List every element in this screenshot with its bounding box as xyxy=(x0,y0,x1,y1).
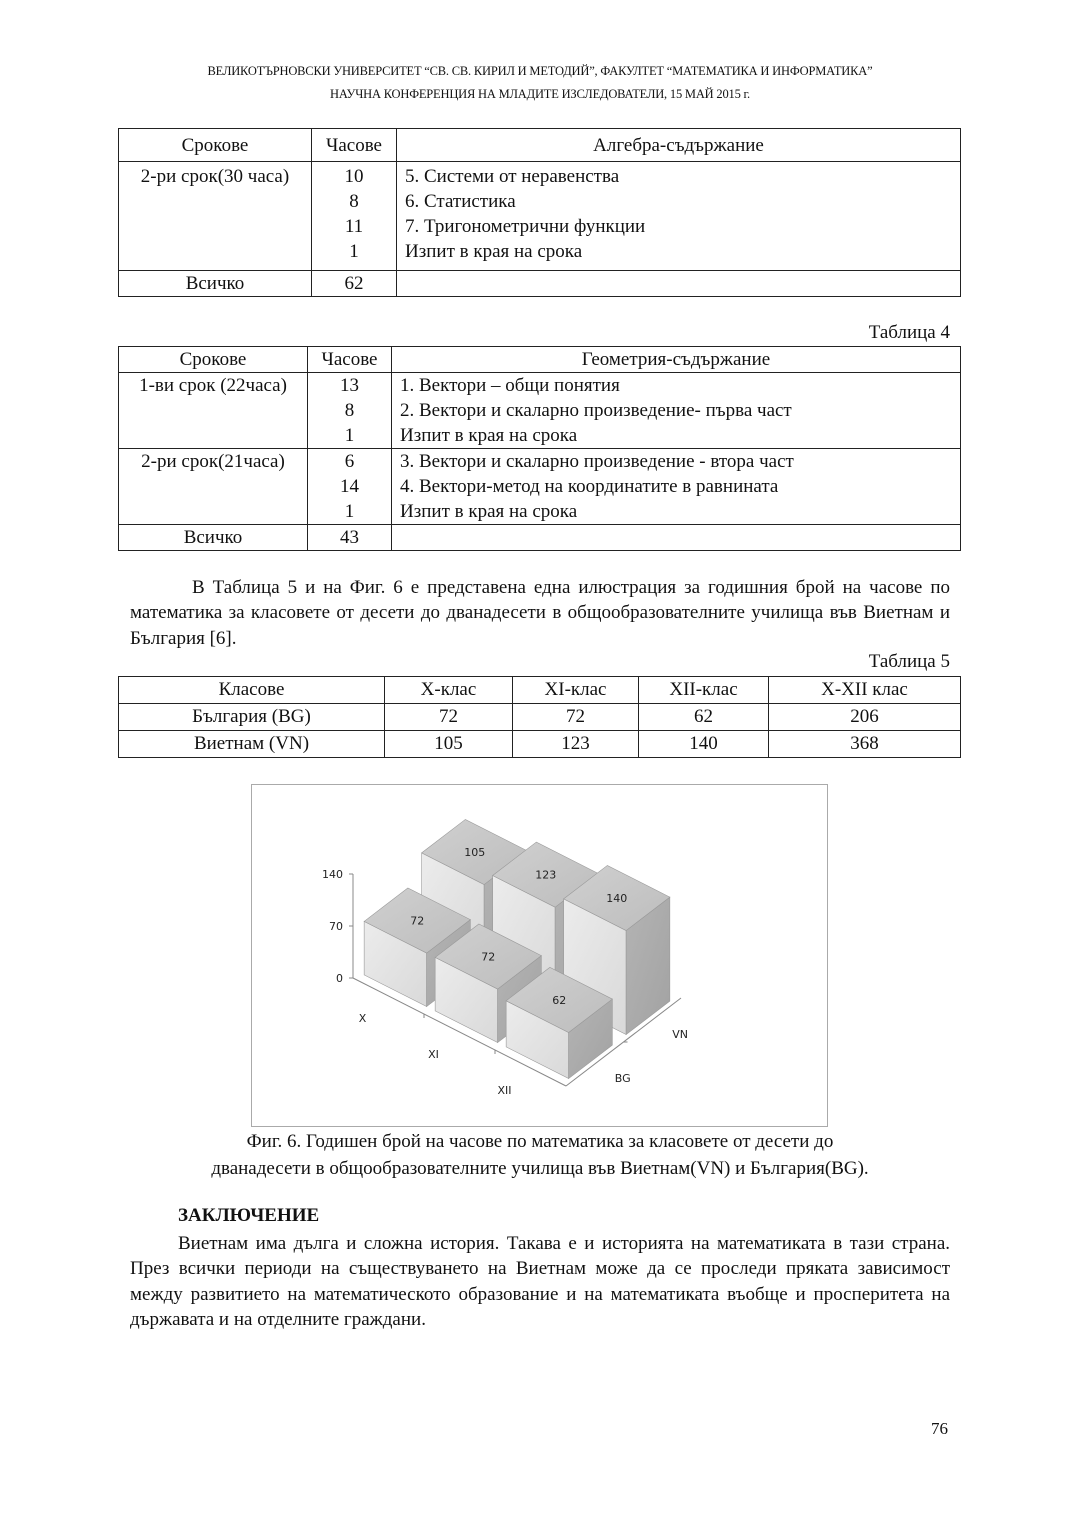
total-label: Всичко xyxy=(119,525,308,551)
running-header-line1: ВЕЛИКОТЪРНОВСКИ УНИВЕРСИТЕТ “СВ. СВ. КИРИЛ И МЕТОДИЙ”, ФАКУЛТЕТ “МАТЕМАТИКА И ИНФОРМАТИКА” xyxy=(207,64,873,78)
hours-value: 1 xyxy=(344,501,355,522)
page-number: 76 xyxy=(931,1419,948,1438)
topic: 7. Тригонометрични функции xyxy=(405,216,646,237)
hours-value: 1 xyxy=(349,241,359,262)
topic: 2. Вектори и скаларно произведение- първа част xyxy=(400,400,792,421)
topic: 4. Вектори-метод на координатите в равнината xyxy=(400,476,779,497)
category-label: XII xyxy=(497,1084,512,1097)
cell: 62 xyxy=(639,704,769,731)
empty-cell xyxy=(397,271,961,297)
total-value: 43 xyxy=(308,525,392,551)
geometry-table xyxy=(118,346,961,551)
col-header-hours: Часове xyxy=(308,347,392,373)
y-tick-label: 0 xyxy=(336,972,343,985)
content-cell xyxy=(392,373,961,449)
cell: 206 xyxy=(769,704,961,731)
cell: 140 xyxy=(639,731,769,758)
category-label: X xyxy=(358,1012,367,1025)
col-header-content: Геометрия-съдържание xyxy=(392,347,961,373)
cell: 72 xyxy=(385,704,513,731)
hours-cell xyxy=(308,373,392,449)
hours-value: 1 xyxy=(344,425,355,446)
running-header-line2: НАУЧНА КОНФЕРЕНЦИЯ НА МЛАДИТЕ ИЗСЛЕДОВАТЕЛИ, 15 МАЙ 2015 г. xyxy=(330,87,750,101)
hours-value: 14 xyxy=(340,476,359,497)
col-header-terms: Срокове xyxy=(119,347,308,373)
content-cell xyxy=(392,449,961,525)
col-header-content: Алгебра-съдържание xyxy=(397,129,961,162)
hours-value: 11 xyxy=(344,216,364,237)
data-label: 62 xyxy=(552,993,567,1007)
col-header-hours: Часове xyxy=(312,129,397,162)
topic: Изпит в края на срока xyxy=(405,241,583,262)
conclusion-text: Виетнам има дълга и сложна история. Такава е и историята на математиката в тази страна. През всички периоди на съществуването на Виетнам може да се проследи пряката зависимост между развитието на математическото образование и на математиката въобще и просперитета на държавата и на отделните граждани. xyxy=(130,1233,950,1330)
y-tick-label: 70 xyxy=(329,920,343,933)
term-cell: 2-ри срок(21часа) xyxy=(119,449,308,525)
cell: Виетнам (VN) xyxy=(119,731,385,758)
data-label: 123 xyxy=(535,868,557,882)
col-header-total: X-XII клас xyxy=(769,677,961,704)
hours-value: 8 xyxy=(349,191,359,212)
content-cell xyxy=(397,162,961,271)
hours-value: 8 xyxy=(344,400,355,421)
series-label: BG xyxy=(614,1072,631,1085)
cell: 105 xyxy=(385,731,513,758)
topic: 3. Вектори и скаларно произведение - втора част xyxy=(400,451,794,472)
term-cell: 1-ви срок (22часа) xyxy=(119,373,308,449)
term-cell: 2-ри срок(30 часа) xyxy=(119,162,312,271)
figure-caption-line2: дванадесети в общообразователните училища във Виетнам(VN) и България(BG). xyxy=(211,1158,869,1179)
figure-caption-line1: Фиг. 6. Годишен брой на часове по математика за класовете от десети до xyxy=(246,1131,834,1152)
empty-cell xyxy=(392,525,961,551)
topic: 6. Статистика xyxy=(405,191,516,212)
data-label: 105 xyxy=(464,846,486,859)
total-value: 62 xyxy=(312,271,397,297)
algebra-table xyxy=(118,128,961,297)
col-header-classes: Класове xyxy=(119,677,385,704)
hours-cell xyxy=(312,162,397,271)
hours-value: 6 xyxy=(344,451,355,472)
hours-value: 13 xyxy=(340,375,359,396)
cell: 368 xyxy=(769,731,961,758)
category-label: XI xyxy=(428,1048,439,1061)
data-label: 140 xyxy=(606,892,628,905)
data-label: 72 xyxy=(410,914,425,928)
topic: 5. Системи от неравенства xyxy=(405,166,620,187)
figure-6-chart xyxy=(251,784,828,1127)
conclusion-paragraph xyxy=(130,1231,950,1332)
col-header-xii: XII-клас xyxy=(639,677,769,704)
topic: Изпит в края на срока xyxy=(400,501,578,522)
conclusion-heading: ЗАКЛЮЧЕНИЕ xyxy=(178,1205,320,1226)
col-header-terms: Срокове xyxy=(119,129,312,162)
cell: 72 xyxy=(513,704,639,731)
table5-caption: Таблица 5 xyxy=(868,651,950,672)
topic: Изпит в края на срока xyxy=(400,425,578,446)
cell: 123 xyxy=(513,731,639,758)
topic: 1. Вектори – общи понятия xyxy=(400,375,620,396)
paragraph-intro xyxy=(130,575,950,651)
paragraph-text: В Таблица 5 и на Фиг. 6 е представена една илюстрация за годишния брой на часове по математика за класовете от десети до дванадесети в общообразователните училища във Виетнам и България [6]. xyxy=(130,577,950,649)
cell: България (BG) xyxy=(119,704,385,731)
total-label: Всичко xyxy=(119,271,312,297)
y-tick-label: 140 xyxy=(322,868,343,881)
table-row-bg xyxy=(119,704,961,731)
col-header-xi: XI-клас xyxy=(513,677,639,704)
col-header-x: X-клас xyxy=(385,677,513,704)
chart-svg xyxy=(252,785,829,1128)
hours-comparison-table xyxy=(118,676,961,758)
table4-caption: Таблица 4 xyxy=(868,322,950,343)
hours-value: 10 xyxy=(344,166,364,187)
series-label: VN xyxy=(672,1028,689,1041)
table-row-vn xyxy=(119,731,961,758)
data-label: 72 xyxy=(481,950,496,964)
hours-cell xyxy=(308,449,392,525)
